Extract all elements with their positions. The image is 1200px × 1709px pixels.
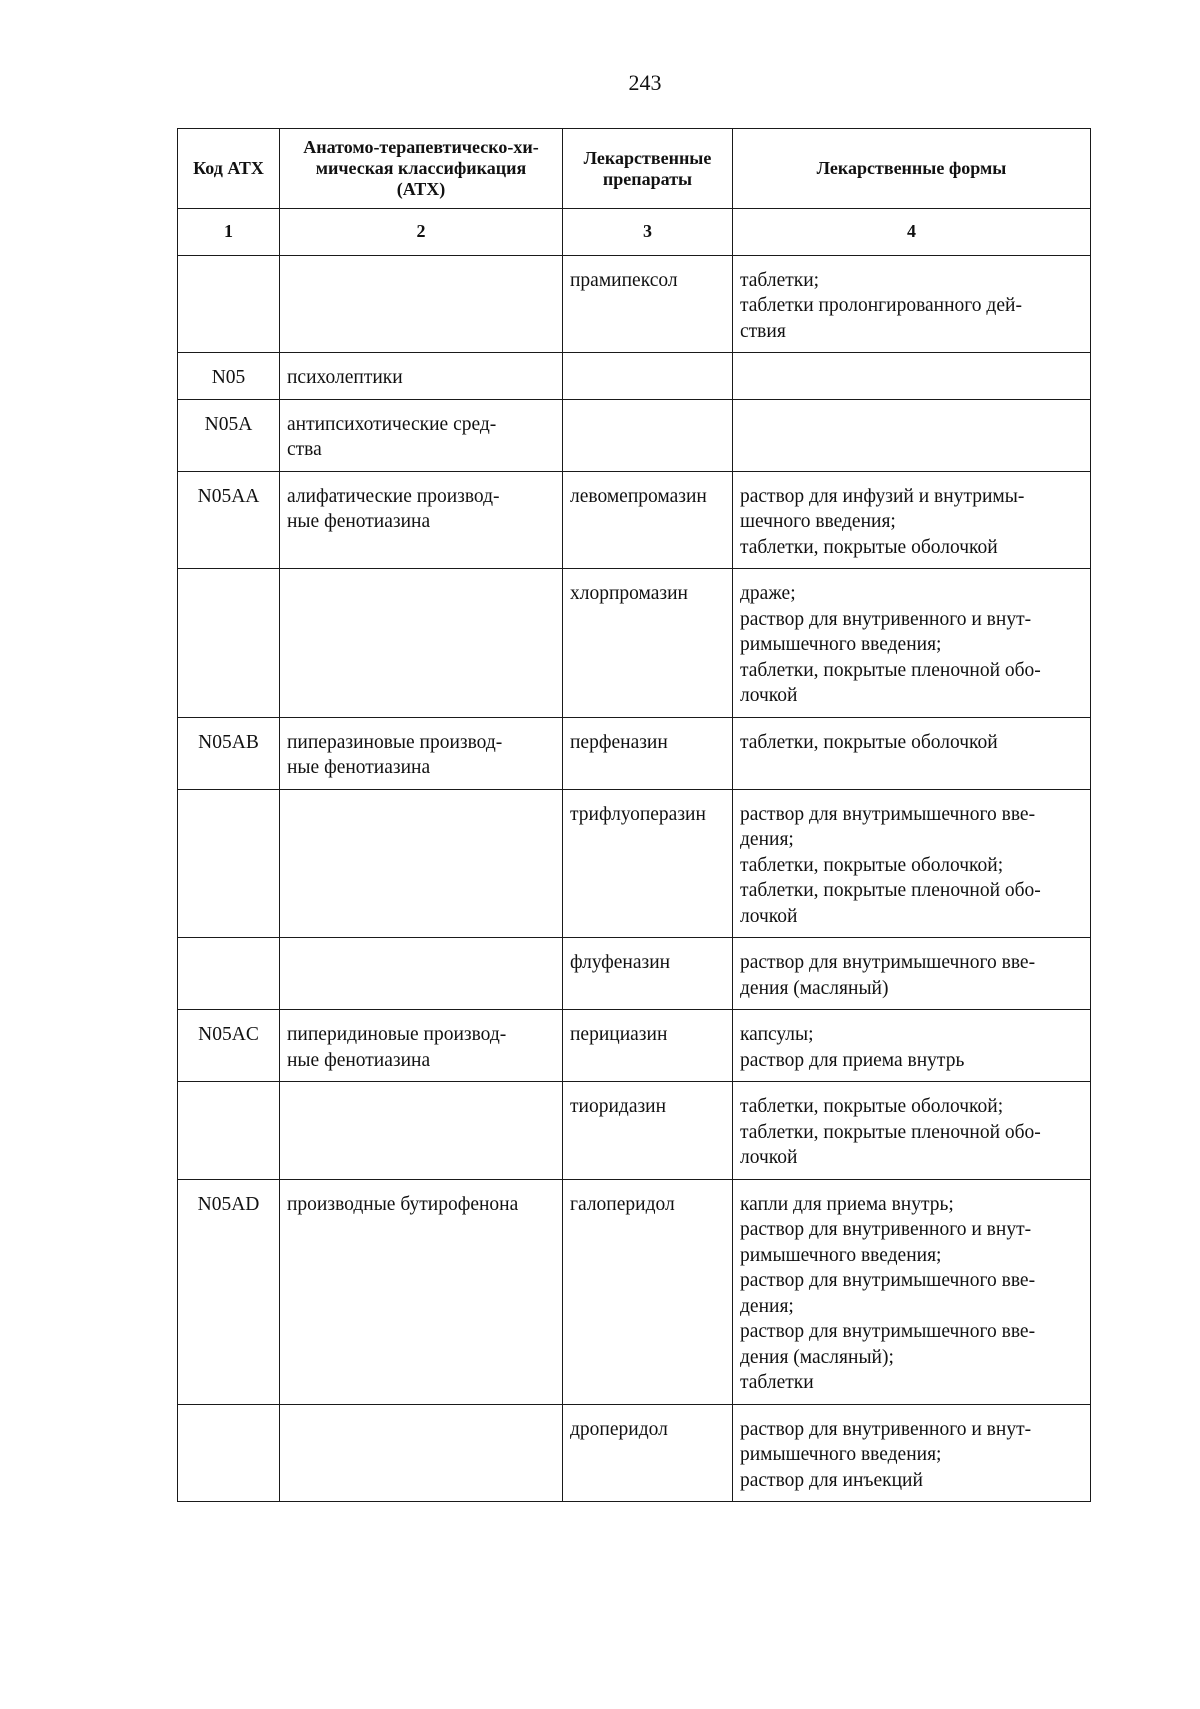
drug-name-cell: прамипексол	[563, 255, 733, 353]
table-row	[178, 1010, 1091, 1082]
classification-cell	[280, 1082, 563, 1180]
classification-cell: алифатические производ- ные фенотиазина	[280, 471, 563, 569]
table-header-row	[178, 129, 1091, 209]
atx-code-cell: N05AD	[178, 1179, 280, 1404]
table-row	[178, 399, 1091, 471]
drug-name-cell: перфеназин	[563, 717, 733, 789]
drug-name-cell	[563, 399, 733, 471]
table-row	[178, 255, 1091, 353]
header-dosage-forms: Лекарственные формы	[733, 129, 1091, 209]
drug-name-cell: флуфеназин	[563, 938, 733, 1010]
classification-cell: пиперидиновые производ- ные фенотиазина	[280, 1010, 563, 1082]
drug-name-cell: тиоридазин	[563, 1082, 733, 1180]
classification-cell: психолептики	[280, 353, 563, 400]
dosage-forms-cell: раствор для инфузий и внутримы- шечного введения; таблетки, покрытые оболочкой	[733, 471, 1091, 569]
column-number: 2	[280, 209, 563, 256]
classification-cell	[280, 789, 563, 938]
table-row	[178, 938, 1091, 1010]
column-number: 1	[178, 209, 280, 256]
table-row	[178, 717, 1091, 789]
table-row	[178, 471, 1091, 569]
classification-cell	[280, 255, 563, 353]
drug-name-cell: хлорпромазин	[563, 569, 733, 718]
drug-name-cell: галоперидол	[563, 1179, 733, 1404]
column-number-row	[178, 209, 1091, 256]
atx-code-cell	[178, 938, 280, 1010]
classification-cell: антипсихотические сред- ства	[280, 399, 563, 471]
dosage-forms-cell: капсулы; раствор для приема внутрь	[733, 1010, 1091, 1082]
table-row	[178, 569, 1091, 718]
atx-classification-table	[177, 128, 1091, 1502]
classification-cell: производные бутирофенона	[280, 1179, 563, 1404]
classification-cell: пиперазиновые производ- ные фенотиазина	[280, 717, 563, 789]
dosage-forms-cell: раствор для внутримышечного вве- дения; таблетки, покрытые оболочкой; таблетки, покрытые пленочной обо- лочкой	[733, 789, 1091, 938]
header-atx-code: Код АТХ	[178, 129, 280, 209]
drug-name-cell: дроперидол	[563, 1404, 733, 1502]
atx-code-cell	[178, 1082, 280, 1180]
column-number: 3	[563, 209, 733, 256]
atx-code-cell: N05AB	[178, 717, 280, 789]
dosage-forms-cell: раствор для внутривенного и внут- римышечного введения; раствор для инъекций	[733, 1404, 1091, 1502]
table-body	[178, 209, 1091, 1502]
drug-name-cell: левомепромазин	[563, 471, 733, 569]
table-row	[178, 789, 1091, 938]
atx-code-cell: N05AC	[178, 1010, 280, 1082]
dosage-forms-cell: капли для приема внутрь; раствор для внутривенного и внут- римышечного введения; раствор для внутримышечного вве- дения; раствор для внутримышечного вве- дения (масляный); таблетки	[733, 1179, 1091, 1404]
dosage-forms-cell: таблетки, покрытые оболочкой	[733, 717, 1091, 789]
atx-code-cell: N05AA	[178, 471, 280, 569]
atx-code-cell: N05A	[178, 399, 280, 471]
drug-name-cell: трифлуоперазин	[563, 789, 733, 938]
header-drugs: Лекарственные препараты	[563, 129, 733, 209]
column-number: 4	[733, 209, 1091, 256]
atx-code-cell	[178, 569, 280, 718]
table-row	[178, 1082, 1091, 1180]
table-row	[178, 353, 1091, 400]
classification-cell	[280, 569, 563, 718]
atx-code-cell: N05	[178, 353, 280, 400]
dosage-forms-cell: таблетки; таблетки пролонгированного дей- ствия	[733, 255, 1091, 353]
drug-name-cell: перициазин	[563, 1010, 733, 1082]
header-atx-classification: Анатомо-терапевтическо-хи- мическая классификация (АТХ)	[280, 129, 563, 209]
page-number: 243	[628, 70, 662, 95]
dosage-forms-cell	[733, 353, 1091, 400]
dosage-forms-cell: таблетки, покрытые оболочкой; таблетки, покрытые пленочной обо- лочкой	[733, 1082, 1091, 1180]
atx-code-cell	[178, 1404, 280, 1502]
classification-cell	[280, 1404, 563, 1502]
drug-name-cell	[563, 353, 733, 400]
table-row	[178, 1179, 1091, 1404]
dosage-forms-cell	[733, 399, 1091, 471]
dosage-forms-cell: раствор для внутримышечного вве- дения (масляный)	[733, 938, 1091, 1010]
atx-code-cell	[178, 789, 280, 938]
atx-code-cell	[178, 255, 280, 353]
dosage-forms-cell: драже; раствор для внутривенного и внут- римышечного введения; таблетки, покрытые пленочной обо- лочкой	[733, 569, 1091, 718]
classification-cell	[280, 938, 563, 1010]
table-row	[178, 1404, 1091, 1502]
